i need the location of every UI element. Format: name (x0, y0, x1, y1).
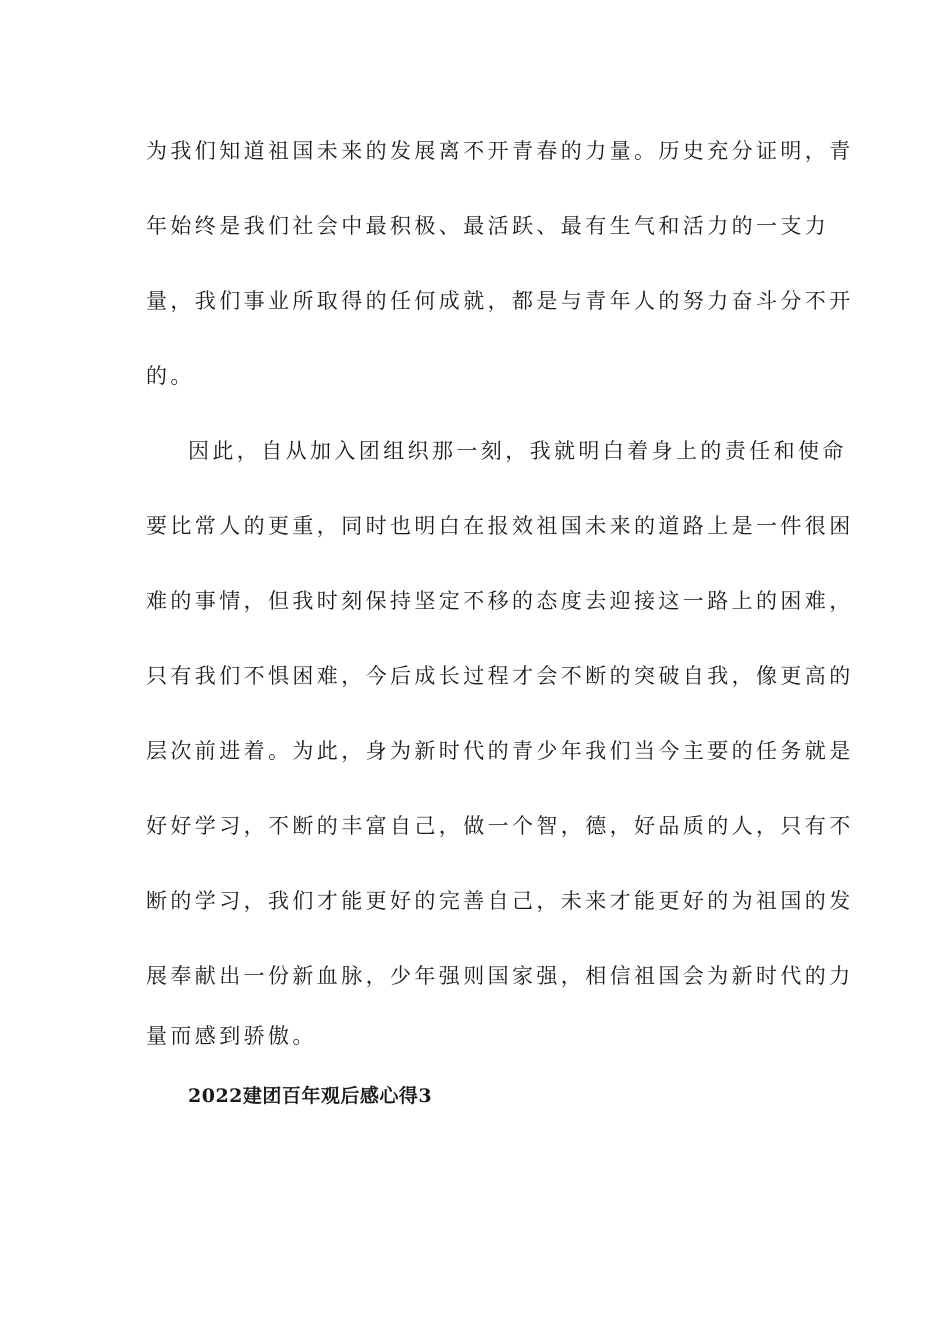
paragraph-line: 只有我们不惧困难，今后成长过程才会不断的突破自我，像更高的 (146, 664, 854, 688)
paragraph-line: 量而感到骄傲。 (146, 1024, 317, 1048)
paragraph-line: 层次前进着。为此，身为新时代的青少年我们当今主要的任务就是 (146, 739, 854, 763)
section-heading: 2022建团百年观后感心得3 (188, 1085, 433, 1107)
paragraph-line: 量，我们事业所取得的任何成就，都是与青年人的努力奋斗分不开 (146, 289, 854, 313)
paragraph-line: 断的学习，我们才能更好的完善自己，未来才能更好的为祖国的发 (146, 889, 854, 913)
paragraph-line: 难的事情，但我时刻保持坚定不移的态度去迎接这一路上的困难， (146, 589, 854, 613)
paragraph-line: 要比常人的更重，同时也明白在报效祖国未来的道路上是一件很困 (146, 514, 854, 538)
paragraph-line: 为我们知道祖国未来的发展离不开青春的力量。历史充分证明，青 (146, 139, 854, 163)
paragraph-line: 好好学习，不断的丰富自己，做一个智，德，好品质的人，只有不 (146, 814, 854, 838)
paragraph-line: 的。 (146, 364, 195, 388)
paragraph-line: 年始终是我们社会中最积极、最活跃、最有生气和活力的一支力 (146, 214, 830, 238)
paragraph-line: 展奉献出一份新血脉，少年强则国家强，相信祖国会为新时代的力 (146, 964, 854, 988)
paragraph-line: 因此，自从加入团组织那一刻，我就明白着身上的责任和使命 (188, 439, 847, 463)
